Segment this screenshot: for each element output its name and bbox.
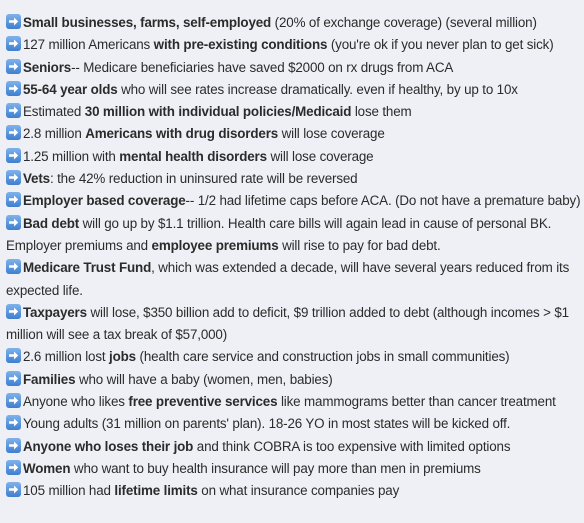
list-item (6, 213, 581, 258)
item-text: 2.8 million (23, 126, 86, 142)
bold-text: lifetime limits (114, 483, 198, 499)
item-text: will lose coverage (278, 126, 385, 142)
list-item (6, 257, 581, 302)
right-arrow-icon (6, 482, 21, 497)
item-text: , which was extended a decade, will have several years reduced from its expected life. (6, 260, 570, 298)
bold-text: free preventive services (128, 394, 278, 410)
right-arrow-icon (6, 192, 21, 207)
item-text: lose them (351, 104, 412, 120)
bold-text: with pre-existing conditions (153, 37, 328, 53)
list-item (6, 57, 581, 79)
item-text: and think COBRA is too expensive with limited options (193, 438, 511, 454)
list-item (6, 101, 581, 123)
bold-text: Anyone who loses their job (23, 438, 194, 454)
bold-text: mental health disorders (119, 148, 267, 164)
bold-text: Medicare Trust Fund (23, 260, 152, 276)
item-text: 127 million Americans (23, 37, 154, 53)
item-text: will lose, $350 billion add to deficit, $9 trillion added to debt (although incomes > $1 million will see a tax break of $57,000) (6, 304, 569, 343)
item-text: 1.25 million with (23, 148, 120, 164)
list-item (6, 458, 581, 480)
item-text: who will have a baby (women, men, babies) (75, 371, 333, 387)
item-text: Young adults (31 million on parents' plan). 18-26 YO in most states will be kicked off. (23, 416, 511, 432)
item-text: (20% of exchange coverage) (several million) (271, 15, 537, 30)
right-arrow-icon (6, 415, 21, 430)
list-item (6, 436, 581, 458)
item-text: will lose coverage (266, 148, 374, 164)
right-arrow-icon (6, 259, 21, 274)
list-item (6, 123, 581, 145)
right-arrow-icon (6, 371, 21, 386)
list-item (6, 12, 581, 34)
item-text: who will see rates increase dramatically. even if healthy, by up to 10x (117, 81, 518, 97)
item-text: -- 1/2 had lifetime caps before ACA. (Do not have a premature baby) (185, 193, 581, 209)
item-text: like mammograms better than cancer treatment (277, 394, 556, 410)
item-text: 105 million had (23, 483, 115, 499)
item-text: on what insurance companies pay (197, 483, 400, 499)
item-text: : the 42% reduction in uninsured rate will be reversed (49, 171, 358, 187)
right-arrow-icon (6, 14, 21, 29)
list-item (6, 413, 581, 435)
list-item (6, 302, 581, 347)
bold-text: Employer based coverage (23, 193, 186, 209)
item-text: who want to buy health insurance will pay more than men in premiums (70, 460, 481, 476)
bold-text: Taxpayers (23, 304, 87, 320)
list-item (6, 391, 581, 413)
right-arrow-icon (6, 103, 21, 118)
right-arrow-icon (6, 36, 21, 51)
list-item (6, 168, 581, 190)
item-text: (health care service and construction jobs in small communities) (135, 349, 510, 365)
bold-text: Women (23, 460, 71, 476)
bold-text: jobs (109, 349, 136, 365)
item-text: 2.6 million lost (23, 349, 110, 365)
list-item (6, 146, 581, 168)
right-arrow-icon (6, 348, 21, 363)
item-text: (you're ok if you never plan to get sick) (327, 37, 554, 53)
list-item (6, 190, 581, 212)
list-item (6, 34, 581, 56)
right-arrow-icon (6, 438, 21, 453)
bold-text: Small businesses, farms, self-employed (23, 15, 272, 30)
item-text: -- Medicare beneficiaries have saved $2000 on rx drugs from ACA (71, 59, 454, 75)
bold-text: Vets (23, 171, 50, 187)
item-text: will go up by $1.1 trillion. Health care bills will again lead in cause of personal BK. Employer premiums and (6, 215, 552, 253)
right-arrow-icon (6, 215, 21, 230)
right-arrow-icon (6, 125, 21, 140)
item-text: Estimated (23, 104, 85, 120)
bold-text: Bad debt (23, 215, 80, 231)
right-arrow-icon (6, 59, 21, 74)
right-arrow-icon (6, 304, 21, 319)
bold-text: Americans with drug disorders (85, 126, 279, 142)
right-arrow-icon (6, 148, 21, 163)
right-arrow-icon (6, 170, 21, 185)
list-item (6, 79, 581, 101)
right-arrow-icon (6, 460, 21, 475)
right-arrow-icon (6, 81, 21, 96)
right-arrow-icon (6, 393, 21, 408)
bold-text: 30 million with individual policies/Medicaid (84, 104, 352, 120)
item-text: Anyone who likes (23, 394, 129, 410)
list-item (6, 346, 581, 368)
bold-text: Seniors (23, 59, 72, 75)
bold-text: employee premiums (151, 237, 279, 253)
item-text: will rise to pay for bad debt. (278, 237, 441, 253)
bold-text: Families (23, 371, 76, 387)
list-item (6, 480, 581, 502)
bold-text: 55-64 year olds (23, 81, 118, 97)
list-item (6, 369, 581, 391)
